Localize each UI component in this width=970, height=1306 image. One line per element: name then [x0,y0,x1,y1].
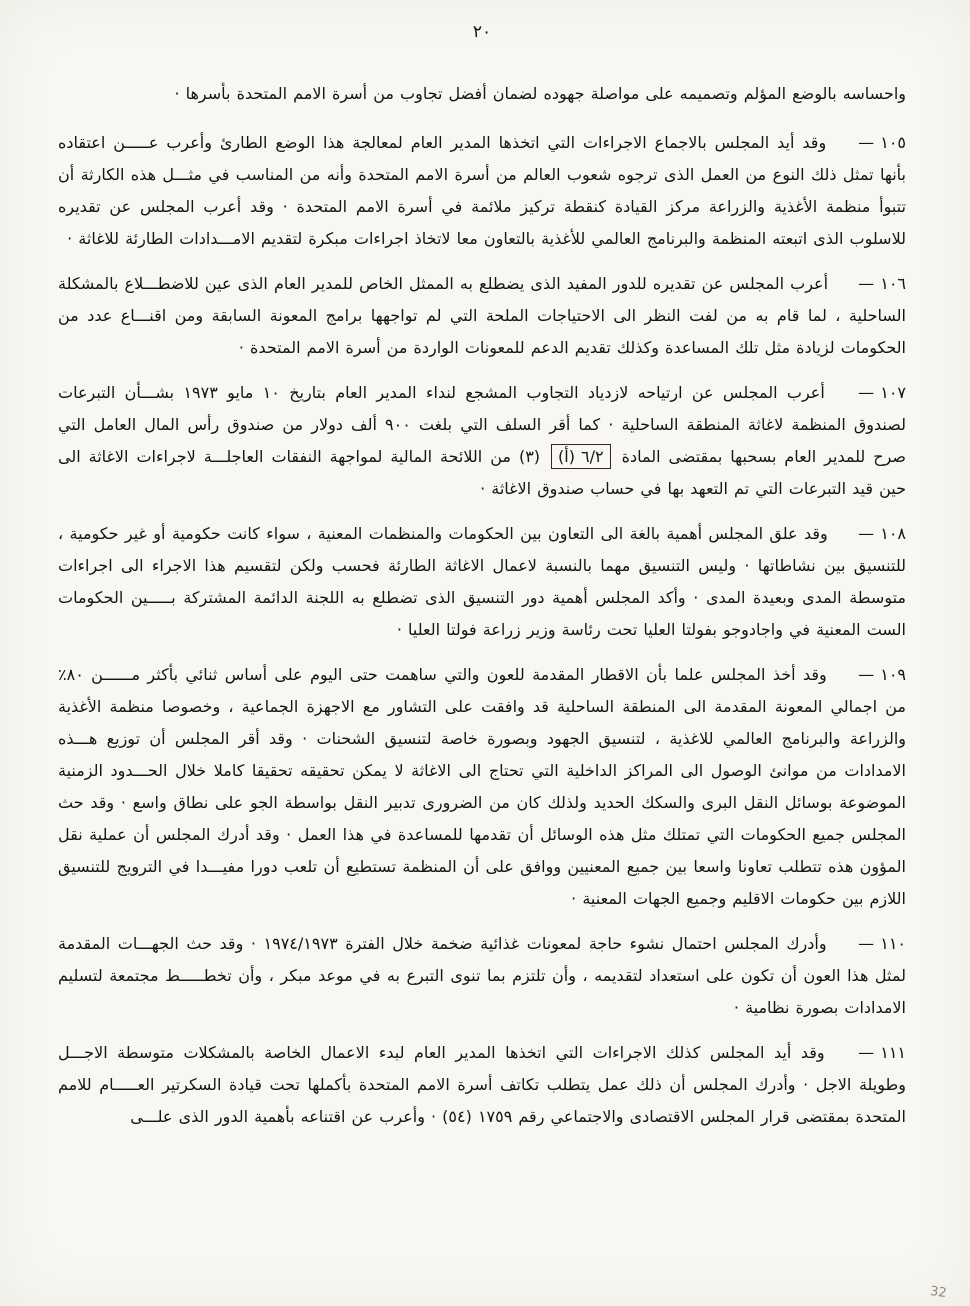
paragraph-text: وقد أيد المجلس كذلك الاجراءات التي اتخذها المدير العام لبدء الاعمال الخاصة بالمشكلات متوسطة الاجـــل وطويلة الاجل · وأدرك المجلس أن ذلك عمل يتطلب تكاتف أسرة الامم المتحدة بأكملها تحت قيادة السكرتير العـــــام للامم المتحدة بمقتضى قرار المجلس الاقتصادى والاجتماعي رقم ١٧٥٩ (٥٤) · وأعرب عن اقتناعه بأهمية الدور الذى علـــى [58,1043,906,1126]
paragraph-text: وقد أخذ المجلس علما بأن الاقطار المقدمة للعون والتي ساهمت حتى اليوم على أساس ثنائي بأكثر مــــــن ٨٠٪ من اجمالي المعونة المقدمة الى المنطقة الساحلية قد وافقت على التشاور مع الاجهزة الجماعية ، وخصوصا منظمة الأغذية والزراعة والبرنامج العالمي للاغذية ، لتنسيق الجهود وبصورة خاصة لتنسيق الشحنات · وقد أقر المجلس أن توزيع هـــذه الامدادات من موانئ الوصول الى المراكز الداخلية التي تحتاج الى الاغاثة لا يمكن تحقيقه تحقيقا كاملا خلال الحـــدود الزمنية الموضوعة بوسائل النقل البرى والسكك الحديد ولذلك كان من الضرورى تدبير النقل بواسطة الجو على نطاق واسع · وقد حث المجلس جميع الحكومات التي تمتلك مثل هذه الوسائل أن تقدمها للمساعدة في هذا العمل · وقد أدرك المجلس أن عملية نقل المؤون هذه تتطلب تعاونا واسعا بين جميع المعنيين ووافق على أن المنظمة تستطيع أن تلعب دورا مفيـــدا في الترويج للتنسيق اللازم بين حكومات الاقليم وجميع الجهات المعنية · [58,665,906,908]
paragraph-number: ١٠٦ — [858,274,906,293]
paragraph-107 [58,377,906,505]
paragraph-number: ١١٠ — [858,934,907,953]
paragraph-108 [58,518,906,646]
paragraph-105 [58,127,906,255]
paragraph-number: ١٠٥ — [858,133,906,152]
paragraph-number: ١٠٧ — [858,383,906,402]
paragraph-109 [58,659,906,915]
paragraph-106 [58,268,906,364]
paragraph-text: (٣) من اللائحة المالية لمواجهة النفقات العاجلـــة لاجراءات الاغاثة الى حين قيد التبرعات التي تم التعهد بها في حساب صندوق الاغاثة · [58,447,906,498]
document-body [58,78,906,1133]
paragraph-110 [58,928,906,1024]
paragraph-text: أعرب المجلس عن تقديره للدور المفيد الذى يضطلع به الممثل الخاص للمدير العام الذى عين للاضطـــلاع بالمشكلة الساحلية ، لما قام به من لفت النظر الى الاحتياجات الملحة التي لم تواجهها برامج المعونة السابقة ومن اقنـــاع عدد من الحكومات لزيادة مثل تلك المساعدة وكذلك تقديم الدعم للمعونات الواردة من أسرة الامم المتحدة · [58,274,906,357]
paragraph-number: ١٠٨ — [858,524,907,543]
paragraph-text: وأدرك المجلس احتمال نشوء حاجة لمعونات غذائية ضخمة خلال الفترة ١٩٧٤/١٩٧٣ · وقد حث الجهـــات المقدمة لمثل هذا العون أن تكون على استعداد لتقديمه ، وأن تلتزم بما تنوى التبرع به في موعد مبكر ، وأن تخطـــــط مجتمعة لتسليم الامدادات بصورة نظامية · [58,934,906,1017]
paragraph-111 [58,1037,906,1133]
paragraph-text: وقد علق المجلس أهمية بالغة الى التعاون بين الحكومات والمنظمات المعنية ، سواء كانت حكومية أو غير حكومية ، للتنسيق بين نشاطاتها · وليس التنسيق مهما بالنسبة لاعمال الاغاثة الطارئة فحسب ولكن لتقسيم هذا الاجراء الى اجراءات متوسطة المدى وبعيدة المدى · وأكد المجلس أهمية دور التنسيق الذى تضطلع به اللجنة الدائمة المشتركة بـــــين الحكومات الست المعنية في واجادوجو بفولتا العليا تحت رئاسة وزير زراعة فولتا العليا · [58,524,906,639]
paragraph-number: ١١١ — [858,1043,907,1062]
paragraph-text: أعرب المجلس عن ارتياحه لازدياد التجاوب المشجع لنداء المدير العام بتاريخ ١٠ مايو ١٩٧٣ بشـــأن التبرعات لصندوق المنظمة لاغاثة المنطقة الساحلية · كما أقر السلف التي بلغت ٩٠٠ ألف دولار من صندوق رأس المال العامل التي صرح للمدير العام بسحبها بمقتضى المادة [58,383,907,466]
boxed-article-reference: ٦/٢ (أ) [551,444,611,469]
page-number: ٢٠ [472,22,492,42]
paragraph-number: ١٠٩ — [858,665,906,684]
paragraph-text: وقد أيد المجلس بالاجماع الاجراءات التي اتخذها المدير العام لمعالجة هذا الوضع الطارئ وأعرب عـــــن اعتقاده بأنها تمثل ذلك النوع من العمل الذى ترجوه شعوب العالم من أسرة الامم المتحدة وأنه من المناسب في مثـــل هذه الكارثة أن تتبوأ منظمة الأغذية والزراعة مركز القيادة كنقطة تركيز ملائمة في أسرة الامم المتحدة · وقد أعرب المجلس عن تقديره للاسلوب الذى اتبعته المنظمة والبرنامج العالمي للأغذية بالتعاون معا لاتخاذ اجراءات مبكرة لتقديم الامـــدادات الطارئة للاغاثة · [58,133,906,248]
corner-page-mark: 32 [929,1283,948,1302]
paragraph-continuation [58,78,906,110]
paragraph-text: واحساسه بالوضع المؤلم وتصميمه على مواصلة جهوده لضمان أفضل تجاوب من أسرة الامم المتحدة بأسرها · [174,84,906,103]
